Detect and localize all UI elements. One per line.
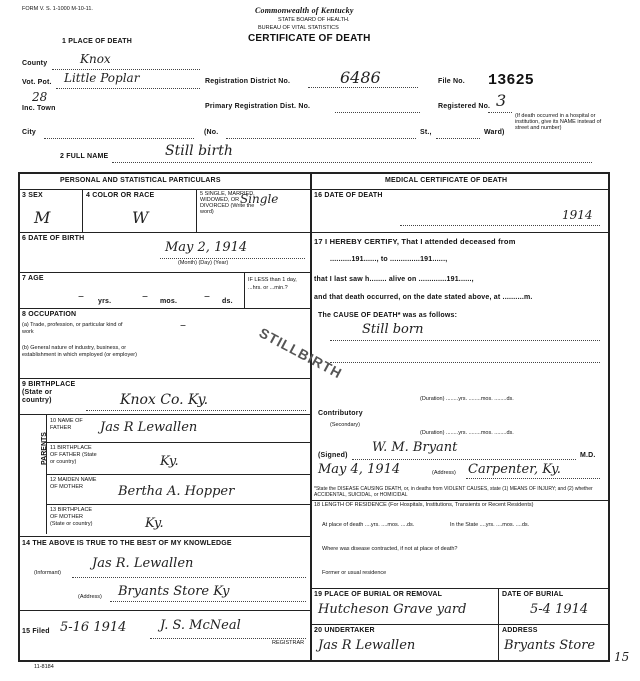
cause-footnote: *State the DISEASE CAUSING DEATH, or, in deaths from VIOLENT CAUSES, state (1) MEANS OF INJURY; and (2) whether ACCIDENTAL, SUICIDAL, or HOMICIDAL [314,486,593,498]
occupation-dash: – [180,318,186,332]
no-label: (No. [204,129,219,136]
registered-no-value: 3 [496,91,507,110]
burial-place-value: Hutcheson Grave yard [318,602,467,617]
edge-mark: 15 [614,650,630,664]
commonwealth-title: Commonwealth of Kentucky [255,6,354,15]
death-occurred-text: and that death occurred, on the date stated above, at ..........m. [314,294,533,301]
vot-label: Vot. Pot. [22,79,52,86]
signed-address-value: Carpenter, Ky. [468,462,561,477]
ward-label: Ward) [484,129,505,136]
attended-dates: ..........191......, to ..............191......, [330,256,448,263]
contributory-label: Contributory [318,410,363,417]
county-label: County [22,60,48,67]
dob-sub-label: (Month) (Day) (Year) [178,260,229,266]
full-name-value: Still birth [165,143,233,159]
reg-district-label: Registration District No. [205,78,291,85]
form-number: FORM V. S. 1-1000 M-10-11. [22,6,93,12]
side-margin-note [2,290,12,630]
burial-place-label: 19 PLACE OF BURIAL OR REMOVAL [314,591,443,598]
mother-name-label: 12 MAIDEN NAME OF MOTHER [50,477,97,490]
mother-name-value: Bertha A. Hopper [118,484,235,499]
file-no-label: File No. [438,78,465,85]
undertaker-label: 20 UNDERTAKER [314,627,375,634]
date-of-death-label: 16 DATE OF DEATH [314,192,383,199]
informant-label: (Informant) [34,570,61,576]
color-value: W [132,208,149,227]
county-value: Knox [80,52,111,66]
md-label: M.D. [580,452,596,459]
occupation-label: 8 OCCUPATION [22,311,77,318]
vot-number: 28 [32,90,48,104]
contracted-label: Where was disease contracted, if not at place of death? [322,546,458,552]
last-saw-text: that I last saw h........ alive on .............191......, [314,276,474,283]
city-label: City [22,129,37,136]
less-than-day-label: IF LESS than 1 day, ...hrs. or ...min.? [248,277,297,291]
full-name-label: 2 FULL NAME [60,153,109,160]
former-residence-label: Former or usual residence [322,570,387,576]
color-label: 4 COLOR OR RACE [86,192,155,199]
mother-birthplace-label: 13 BIRTHPLACE OF MOTHER (State or country) [50,507,93,527]
bureau-title: BUREAU OF VITAL STATISTICS [258,25,339,31]
street-label: St., [420,129,432,136]
age-mos: mos. [160,298,178,305]
father-name-label: 10 NAME OF FATHER [50,418,83,431]
residence-label: 18 LENGTH OF RESIDENCE (For Hospitals, Institutions, Transients or Recent Residents) [314,502,534,508]
filed-label: 15 Filed [22,628,50,635]
board-title: STATE BOARD OF HEALTH. [278,17,350,23]
reg-district-value: 6486 [340,68,381,87]
mother-birthplace-value: Ky. [145,516,164,531]
informant-value: Jas R. Lewallen [92,556,194,571]
signed-address-label: (Address) [432,470,456,476]
stillbirth-stamp: STILLBIRTH [256,324,346,382]
undertaker-address-value: Bryants Store [504,638,596,653]
age-dash-2: – [142,289,148,303]
age-label: 7 AGE [22,275,44,282]
signed-value: W. M. Bryant [372,440,458,455]
dob-label: 6 DATE OF BIRTH [22,235,85,242]
birthplace-label: 9 BIRTHPLACE (State or country) [22,381,76,404]
marital-value: Single [240,192,279,206]
birthplace-value: Knox Co. Ky. [120,392,209,408]
filed-value: 5-16 1914 [60,620,127,635]
certify-text: 17 I HEREBY CERTIFY, That I attended deceased from [314,237,516,246]
duration-2: (Duration) ........yrs. ........mos. ........ds. [420,430,514,436]
informant-section-label: 14 THE ABOVE IS TRUE TO THE BEST OF MY KNOWLEDGE [22,540,232,547]
secondary-label: (Secondary) [330,422,360,428]
signed-date-value: May 4, 1914 [318,462,401,477]
dob-value: May 2, 1914 [165,240,248,255]
informant-address-label: (Address) [78,594,102,600]
primary-reg-label: Primary Registration Dist. No. [205,103,311,110]
in-state-label: In the State ....yrs. ....mos. ....ds. [450,522,530,528]
age-dash-1: – [78,289,84,303]
burial-date-label: DATE OF BURIAL [502,591,564,598]
sex-label: 3 SEX [22,192,43,199]
cause-value: Still born [362,322,424,337]
registrar-label: REGISTRAR [272,640,305,646]
registered-no-label: Registered No. [438,103,491,110]
file-no-value: 13625 [488,72,535,89]
cause-label: The CAUSE OF DEATH* was as follows: [318,312,458,319]
at-place-label: At place of death ....yrs. ....mos. ....ds. [322,522,415,528]
burial-date-value: 5-4 1914 [530,602,589,617]
occupation-b: (b) General nature of industry, business, or establishment in which employed (or employer) [22,345,137,358]
date-of-death-year: 1914 [562,208,593,222]
father-birthplace-value: Ky. [160,454,179,469]
undertaker-address-label: ADDRESS [502,627,538,634]
duration-1: (Duration) ........yrs. ........mos. ........ds. [420,396,514,402]
vot-value: Little Poplar [64,71,140,85]
hospital-note: (If death occurred in a hospital or institution, give its NAME instead of street and number) [515,113,602,131]
signed-label: (Signed) [318,452,348,459]
footer-code: 11-8184 [34,664,54,670]
registrar-value: J. S. McNeal [160,618,241,633]
personal-section-title: PERSONAL AND STATISTICAL PARTICULARS [60,177,221,184]
father-birthplace-label: 11 BIRTHPLACE OF FATHER (State or country) [50,445,97,465]
parents-label: PARENTS [40,432,48,465]
undertaker-value: Jas R Lewallen [318,638,416,653]
informant-address-value: Bryants Store Ky [118,584,230,599]
marital-label: 5 SINGLE, MARRIED, WIDOWED, OR DIVORCED (Write the word) [200,191,255,215]
sex-value: M [34,208,51,227]
place-of-death-label: 1 PLACE OF DEATH [62,38,132,45]
medical-section-title: MEDICAL CERTIFICATE OF DEATH [385,177,508,184]
age-ds: ds. [222,298,233,305]
certificate-title: CERTIFICATE OF DEATH [248,33,371,44]
age-yrs: yrs. [98,298,112,305]
father-name-value: Jas R Lewallen [100,420,198,435]
age-dash-3: – [204,289,210,303]
occupation-a: (a) Trade, profession, or particular kind of work [22,322,123,335]
inc-town-label: Inc. Town [22,105,56,112]
